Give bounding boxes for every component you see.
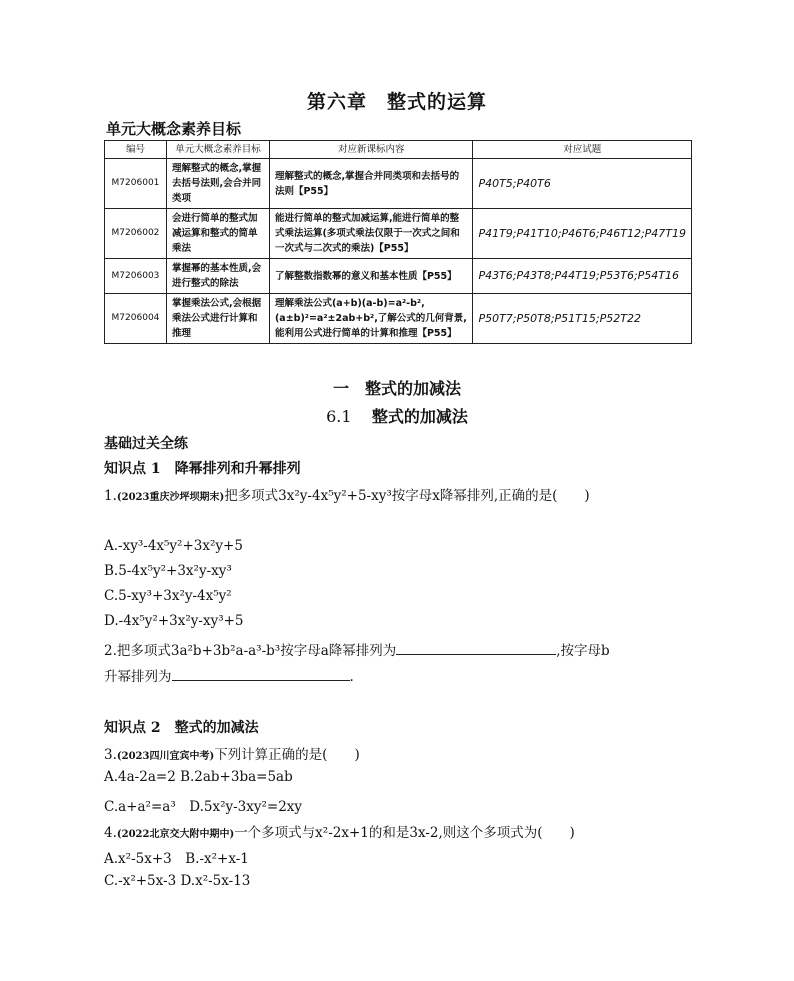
col-header-code: 编号 (105, 141, 167, 159)
question-source: (2023四川宜宾中考) (116, 751, 215, 762)
col-header-goal: 单元大概念素养目标 (166, 141, 269, 159)
knowledge-point-1: 知识点 1 降幂排列和升幂排列 (104, 461, 301, 477)
row-questions: P41T9;P41T10;P46T6;P46T12;P47T19 (473, 209, 692, 259)
row-goal: 掌握幂的基本性质,会进行整式的除法 (166, 259, 269, 294)
chapter-title: 第六章 整式的运算 (306, 91, 487, 113)
row-standard: 理解乘法公式(a+b)(a-b)=a²-b²,(a±b)²=a²±2ab+b²,了解公式的几何背景,能利用公式进行简单的计算和推理【P55】 (269, 294, 472, 344)
row-code: M7206002 (105, 209, 167, 259)
row-code: M7206004 (105, 294, 167, 344)
row-standard: 能进行简单的整式加减运算,能进行简单的整式乘法运算(多项式乘法仅限于一次式之间和一次式与二次式的乘法)【P55】 (269, 209, 472, 259)
question-number: 4. (104, 825, 117, 841)
option-line: C.a+a²=a³ D.5x²y-3xy²=2xy (104, 799, 303, 815)
row-code: M7206001 (105, 159, 167, 209)
row-goal: 理解整式的概念,掌握去括号法则,会合并同类项 (166, 159, 269, 209)
question-1 (104, 484, 590, 504)
option-c: C.5-xy³+3x²y-4x⁵y² (104, 588, 232, 604)
option-a: A.-xy³-4x⁵y²+3x²y+5 (104, 538, 243, 554)
row-questions: P40T5;P40T6 (473, 159, 692, 209)
option-line: A.x²-5x+3 B.-x²+x-1 (104, 851, 249, 867)
answer-blank[interactable] (396, 640, 556, 655)
row-goal: 掌握乘法公式,会根据乘法公式进行计算和推理 (166, 294, 269, 344)
question-text: 升幂排列为 (104, 669, 172, 685)
option-d: D.-4x⁵y²+3x²y-xy³+5 (104, 613, 244, 629)
goals-table (104, 140, 692, 344)
question-number: 3. (104, 747, 117, 763)
question-text: 把多项式3x²y-4x⁵y²+5-xy³按字母x降幂排列,正确的是( ) (224, 488, 590, 504)
row-goal: 会进行简单的整式加减运算和整式的简单乘法 (166, 209, 269, 259)
question-2 (104, 639, 610, 659)
question-text-end: . (349, 669, 354, 685)
row-standard: 理解整式的概念,掌握合并同类项和去括号的法则【P55】 (269, 159, 472, 209)
unit-title: 一 整式的加减法 (332, 379, 461, 398)
option-line: A.4a-2a=2 B.2ab+3ba=5ab (104, 769, 293, 785)
table-header-row (105, 141, 692, 159)
question-2-cont (104, 665, 354, 685)
table-row (105, 159, 692, 209)
question-source: (2022北京交大附中期中) (116, 829, 235, 840)
option-b: B.5-4x⁵y²+3x²y-xy³ (104, 563, 232, 579)
question-source: (2023重庆沙坪坝期末) (116, 492, 225, 503)
option-line: C.-x²+5x-3 D.x²-5x-13 (104, 873, 251, 889)
question-3 (104, 743, 360, 763)
table-row (105, 259, 692, 294)
row-standard: 了解整数指数幂的意义和基本性质【P55】 (269, 259, 472, 294)
table-row (105, 209, 692, 259)
question-text: 一个多项式与x²-2x+1的和是3x-2,则这个多项式为( ) (234, 825, 575, 841)
question-number: 1. (104, 488, 117, 504)
question-4 (104, 821, 575, 841)
question-text-cont: ,按字母b (556, 643, 610, 659)
question-text: 下列计算正确的是( ) (214, 747, 360, 763)
question-text: 2.把多项式3a²b+3b²a-a³-b³按字母a降幂排列为 (104, 643, 397, 659)
section-name: 整式的加减法 (371, 407, 468, 426)
row-code: M7206003 (105, 259, 167, 294)
section-number: 6.1 (326, 407, 352, 426)
row-questions: P50T7;P50T8;P51T15;P52T22 (473, 294, 692, 344)
col-header-standard: 对应新课标内容 (269, 141, 472, 159)
row-questions: P43T6;P43T8;P44T19;P53T6;P54T16 (473, 259, 692, 294)
goals-heading: 单元大概念素养目标 (106, 120, 242, 138)
section-title (0, 404, 794, 427)
table-row (105, 294, 692, 344)
answer-blank[interactable] (172, 666, 350, 681)
knowledge-point-2: 知识点 2 整式的加减法 (104, 720, 259, 736)
block-heading: 基础过关全练 (104, 436, 188, 452)
col-header-questions: 对应试题 (473, 141, 692, 159)
